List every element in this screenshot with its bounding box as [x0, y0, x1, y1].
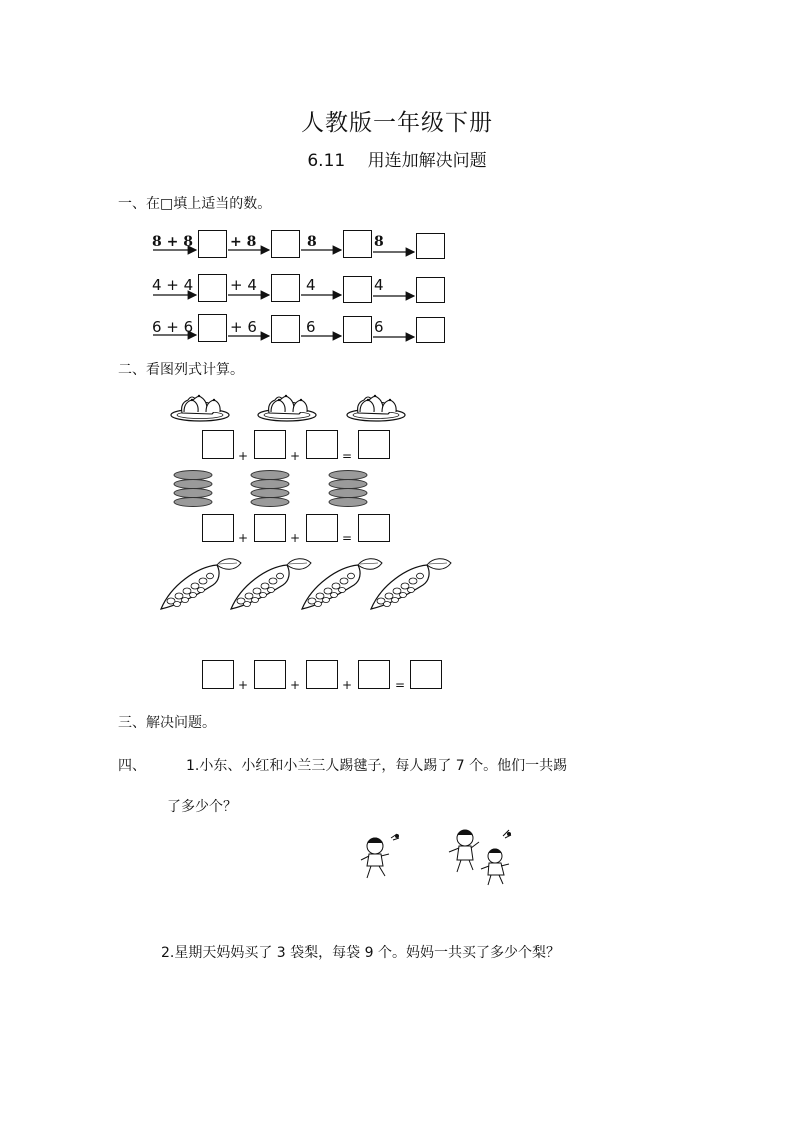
chain-start-label: 4 + 4: [152, 276, 194, 294]
pea-pod: [161, 559, 241, 609]
answer-box[interactable]: [358, 660, 390, 689]
section-2-heading: 二、看图列式计算。: [118, 362, 244, 378]
chain-op-label: + 6: [230, 318, 257, 336]
equals-sign: =: [342, 449, 353, 463]
bun-plate: [258, 395, 316, 421]
equals-sign: =: [342, 531, 353, 545]
chain-op-label: 8: [307, 234, 317, 250]
chain-op-label: 4: [374, 276, 384, 294]
equals-sign: =: [395, 678, 406, 692]
plus-sign: +: [238, 449, 249, 463]
chain-op-label: + 8: [230, 234, 257, 250]
chain-start-label: 6 + 6: [152, 318, 194, 336]
answer-box[interactable]: [202, 430, 234, 459]
coin-stack: [174, 471, 212, 507]
chain-op-label: 8: [374, 234, 384, 250]
lesson-subtitle: 6.11 用连加解决问题: [307, 151, 487, 171]
pea-pod: [231, 559, 311, 609]
bun-plate: [347, 395, 405, 421]
plus-sign: +: [342, 678, 353, 692]
answer-box[interactable]: [254, 660, 286, 689]
pea-pods-picture: [155, 553, 455, 613]
coin-stack: [329, 471, 367, 507]
chain-arrows: [0, 0, 794, 400]
answer-box[interactable]: [306, 514, 338, 542]
answer-box[interactable]: [202, 660, 234, 689]
coin-stack: [251, 471, 289, 507]
answer-box[interactable]: [306, 430, 338, 459]
answer-box[interactable]: [202, 514, 234, 542]
plus-sign: +: [290, 449, 301, 463]
question-1-text: 1.小东、小红和小兰三人踢毽子，每人踢了 7 个。他们一共踢: [186, 758, 568, 774]
chain-start-label: 8 + 8: [152, 234, 193, 250]
page-title: 人教版一年级下册: [301, 110, 493, 136]
section-1-heading: 一、在□填上适当的数。: [118, 196, 272, 212]
plus-sign: +: [290, 531, 301, 545]
children-kicking-shuttlecock-picture: [355, 826, 525, 888]
bun-plate: [171, 395, 229, 421]
coin-stacks-picture: [165, 470, 385, 510]
pea-pod: [302, 559, 382, 609]
chain-op-label: + 4: [230, 276, 257, 294]
question-2-text: 2.星期天妈妈买了 3 袋梨，每袋 9 个。妈妈一共买了多少个梨？: [161, 945, 560, 961]
question-1-text-continued: 了多少个？: [167, 799, 237, 815]
section-3-heading: 三、解决问题。: [118, 715, 216, 731]
answer-box[interactable]: [254, 430, 286, 459]
plus-sign: +: [290, 678, 301, 692]
chain-op-label: 6: [306, 318, 316, 336]
answer-box[interactable]: [254, 514, 286, 542]
plus-sign: +: [238, 531, 249, 545]
answer-box[interactable]: [306, 660, 338, 689]
buns-picture: [160, 388, 420, 424]
answer-box[interactable]: [358, 514, 390, 542]
chain-op-label: 4: [306, 276, 316, 294]
chain-op-label: 6: [374, 318, 384, 336]
pea-pod: [371, 559, 451, 609]
plus-sign: +: [238, 678, 249, 692]
section-4-label: 四、: [118, 758, 146, 774]
answer-box[interactable]: [410, 660, 442, 689]
answer-box[interactable]: [358, 430, 390, 459]
